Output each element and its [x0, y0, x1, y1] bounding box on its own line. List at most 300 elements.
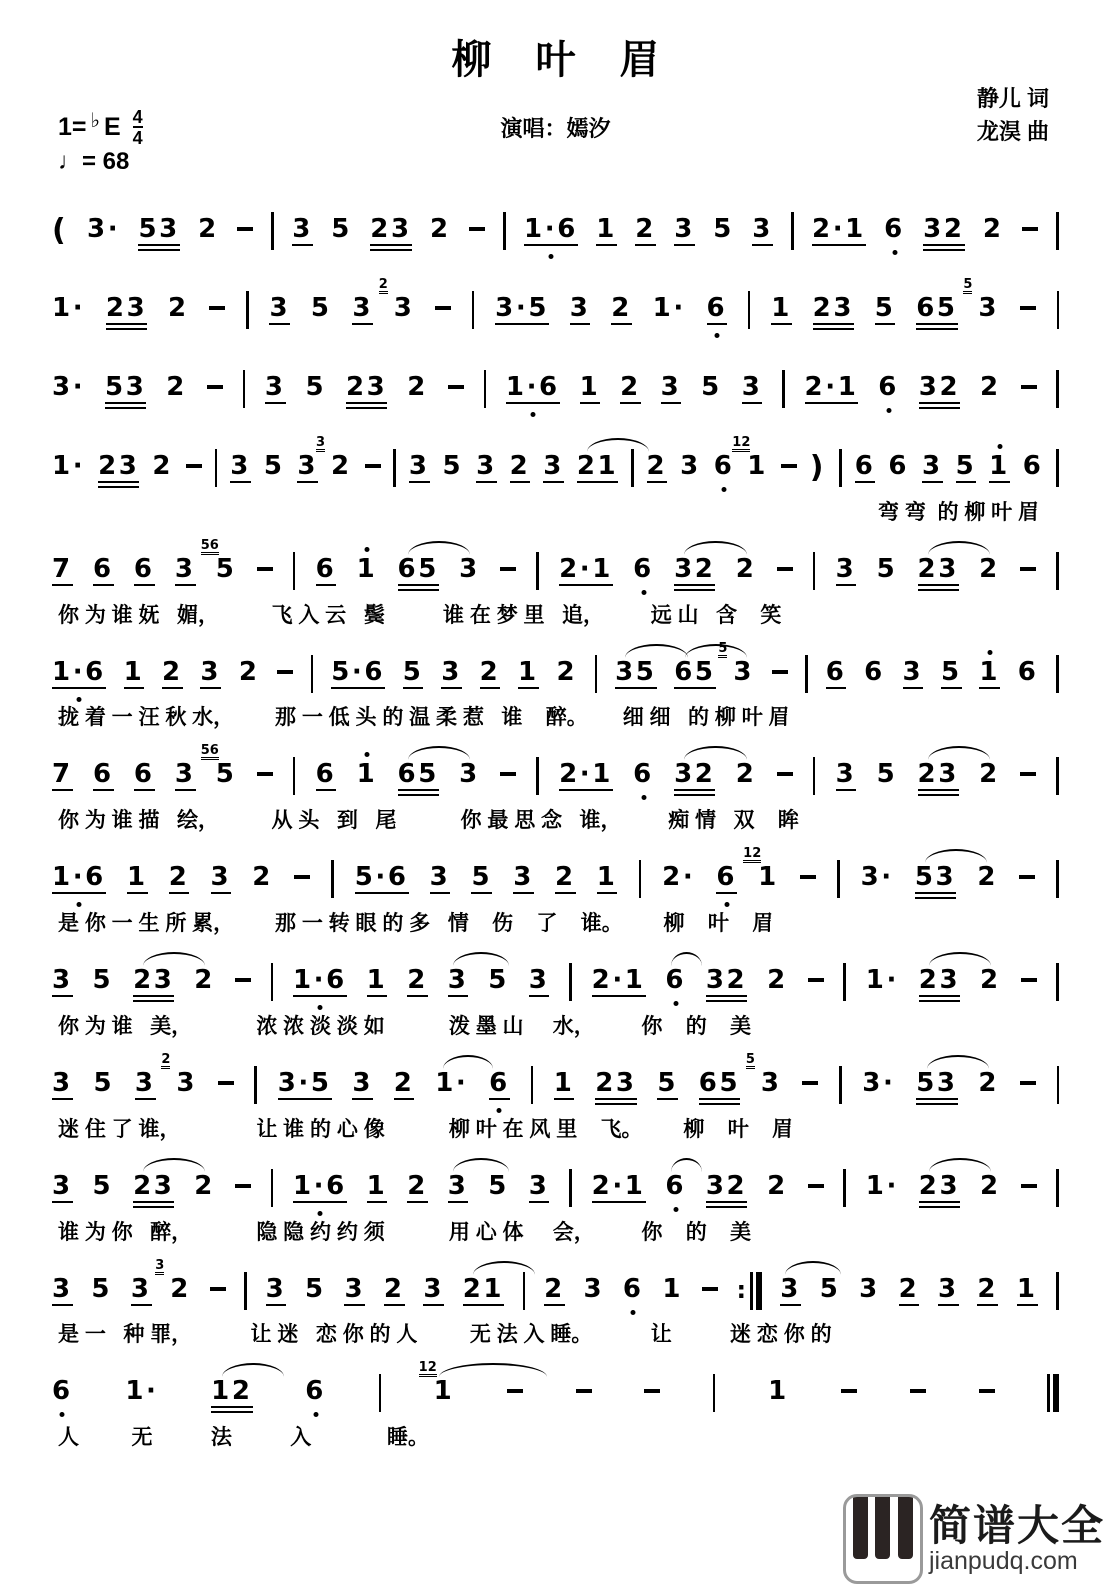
barline: [523, 1276, 526, 1310]
note-token: 5: [874, 293, 896, 323]
barline: [1056, 1173, 1059, 1207]
slur-arc: [684, 541, 746, 555]
high-octave-dot: [997, 444, 1002, 449]
high-octave-dot: [364, 547, 369, 552]
note-token: 1: [579, 372, 601, 402]
dash-rest: [808, 978, 824, 982]
system: [46, 536, 1065, 629]
grace-note: 2: [161, 1052, 171, 1067]
dash-rest: [772, 670, 788, 674]
note-token: 53: [915, 864, 956, 899]
note-token: 2: [544, 1274, 565, 1304]
barline: [271, 216, 274, 250]
barline: [293, 556, 296, 590]
system: [46, 433, 1065, 526]
system: [46, 947, 1065, 1040]
note-token: 2: [194, 965, 215, 995]
dash-rest: [237, 227, 253, 231]
note-token: 23: [133, 967, 174, 1002]
dash-rest: [1022, 227, 1038, 231]
note-token: 3: [835, 554, 857, 584]
note-token: 1 12: [434, 1378, 455, 1404]
dash-rest: [500, 772, 516, 776]
low-octave-dot: [313, 1412, 318, 1417]
grace-note: 3: [316, 435, 326, 450]
barline: [1056, 453, 1059, 487]
note-token: 2: [198, 214, 219, 244]
note-token: 2: [982, 214, 1004, 244]
slur-arc: [453, 1158, 509, 1172]
dash-rest: [808, 1184, 824, 1188]
lyricist-credit: 静儿 词: [976, 86, 1049, 111]
low-octave-dot: [641, 795, 646, 800]
note-token: 3: [52, 1068, 73, 1098]
piano-keys-icon: [843, 1494, 923, 1584]
slur-arc: [929, 952, 991, 966]
note-token: 5: [471, 862, 493, 892]
low-octave-dot: [60, 1412, 65, 1417]
note-token: 23: [98, 453, 139, 488]
barline: [569, 967, 572, 1001]
note-token: 1: [989, 453, 1010, 483]
grace-note: 56: [200, 538, 219, 553]
music-line: [46, 1050, 1065, 1119]
barline: [782, 374, 785, 408]
page-title: 柳叶眉: [451, 38, 704, 82]
note-token: 5: [876, 554, 898, 584]
note-token: 35: [615, 659, 656, 689]
low-octave-dot: [317, 1211, 322, 1216]
barline: [569, 1173, 572, 1207]
barline: [843, 967, 846, 1001]
note-token: 3: [230, 451, 251, 481]
low-octave-dot: [497, 1108, 502, 1113]
system: [46, 639, 1065, 731]
note-token: 3 5: [963, 277, 1000, 323]
barline: [503, 216, 506, 250]
lyric-line: 是 一 种 罪， 让 迷 恋 你 的 人 无 法 入 睡。 让 迷 恋 你 的: [58, 1323, 832, 1346]
note-token: 53: [138, 216, 179, 251]
note-token: 2: [898, 1274, 920, 1304]
note-token: 6: [825, 657, 847, 687]
note-token: 2·1: [559, 554, 613, 584]
dash-rest: [500, 567, 516, 571]
music-line: [46, 275, 1065, 344]
note-token: 1: [768, 1376, 789, 1406]
note-token: 3: [352, 1068, 374, 1098]
tempo-value: = 68: [82, 148, 130, 175]
barline: [1057, 295, 1060, 329]
music-line: [46, 844, 1065, 913]
note-token: 2: [194, 1171, 215, 1201]
note-token: 3: [52, 1171, 73, 1201]
note-token: 23: [813, 295, 854, 330]
low-octave-dot: [892, 250, 897, 255]
system: [46, 1050, 1065, 1143]
note-token: 21: [577, 453, 618, 483]
note-token: 1: [357, 761, 378, 787]
slur-arc: [625, 644, 687, 658]
grace-note: 12: [743, 846, 762, 861]
low-octave-dot: [317, 1005, 322, 1010]
music-line: [46, 354, 1065, 423]
note-token: 3: [583, 1274, 605, 1304]
slur-arc: [408, 746, 470, 760]
note-token: 3: [174, 554, 196, 584]
slur-arc: [671, 952, 702, 966]
music-line: [46, 1153, 1065, 1222]
note-token: 1: [366, 965, 388, 995]
note-token: 3·5: [495, 293, 550, 323]
site-logo[interactable]: [843, 1494, 1105, 1584]
slur-arc: [587, 438, 649, 452]
high-octave-dot: [364, 752, 369, 757]
barline: [311, 659, 314, 693]
note-token: 6: [305, 1378, 326, 1404]
dash-rest: [781, 464, 797, 468]
note-token: 6: [92, 554, 114, 584]
lyric-line: 你 为 谁 美， 浓 浓 淡 淡 如 泼 墨 山 水， 你 的 美: [58, 1015, 752, 1038]
final-barline: [1047, 1378, 1059, 1412]
slur-arc: [927, 1055, 989, 1069]
paren: ): [809, 450, 827, 485]
note-token: 65: [398, 761, 439, 796]
slur-arc: [408, 541, 470, 555]
music-line: [46, 433, 1065, 502]
note-token: 23: [919, 1173, 960, 1208]
barline: [1057, 1070, 1060, 1104]
dash-rest: [209, 306, 225, 310]
dash-rest: [1020, 306, 1036, 310]
dash-rest: [702, 1287, 718, 1291]
note-token: 1·6: [506, 374, 560, 404]
system: [46, 844, 1065, 937]
note-token: 2: [979, 965, 1001, 995]
dash-rest: [235, 1184, 251, 1188]
barline: [271, 967, 274, 1001]
note-token: 3: [835, 759, 857, 789]
note-token: 5: [701, 372, 722, 402]
note-token: 5: [263, 451, 285, 481]
flat-icon: ♭: [90, 110, 100, 132]
note-token: 7: [52, 554, 73, 584]
note-token: 32: [923, 216, 964, 251]
note-token: 3: [265, 1274, 287, 1304]
note-token: 3: [448, 967, 469, 997]
note-token: 23: [346, 374, 387, 409]
low-octave-dot: [548, 254, 553, 259]
grace-note: 5: [718, 641, 728, 656]
note-token: 3: [297, 451, 319, 481]
dash-rest: [469, 227, 485, 231]
note-token: 5: [305, 372, 327, 402]
note-token: 3: [441, 657, 462, 687]
barline: [813, 556, 816, 590]
note-token: 2: [735, 759, 757, 789]
note-token: 6: [864, 657, 885, 687]
music-line: [46, 947, 1065, 1016]
note-token: 3: [200, 657, 222, 687]
lyric-line: 你 为 谁 妩 媚， 飞 入 云 鬓 谁 在 梦 里 追， 远 山 含 笑: [58, 604, 782, 627]
note-token: 2·1: [812, 214, 866, 244]
note-token: 1: [979, 659, 1000, 689]
note-token: 3 2: [378, 277, 415, 323]
grace-note: 3: [155, 1258, 165, 1273]
barline: [1056, 659, 1059, 693]
note-token: 6: [1017, 657, 1039, 687]
note-token: 1: [126, 862, 148, 892]
lyric-line: 弯 弯 的 柳 叶 眉: [877, 501, 1039, 524]
note-token: 2: [767, 1171, 788, 1201]
dash-rest: [294, 875, 310, 879]
barline: [839, 1070, 842, 1104]
note-token: 3: [448, 1173, 469, 1203]
note-token: 3·5: [277, 1068, 332, 1098]
music-line: [46, 1256, 1065, 1324]
note-token: 2: [556, 657, 578, 687]
note-token: 3: [429, 862, 451, 892]
note-token: 2: [407, 372, 428, 402]
note-token: 2: [479, 657, 501, 687]
note-token: 1·6: [524, 216, 578, 246]
barline: [1056, 967, 1059, 1001]
barline: [1056, 864, 1059, 898]
music-line: [46, 196, 1065, 265]
grace-note: 5: [745, 1052, 755, 1067]
note-token: 1 12: [732, 435, 768, 481]
dash-rest: [507, 1389, 523, 1393]
note-token: 6: [133, 759, 155, 789]
note-token: 6: [633, 556, 654, 582]
dash-rest: [979, 1389, 995, 1393]
note-token: 2: [407, 1171, 428, 1201]
dash-rest: [365, 464, 381, 468]
dash-rest: [777, 772, 793, 776]
grace-note: 2: [378, 277, 388, 292]
slur-arc: [443, 1055, 493, 1069]
note-token: 1: [771, 293, 792, 323]
dash-rest: [576, 1389, 592, 1393]
note-token: 2·: [662, 862, 696, 892]
note-token: 23: [370, 216, 411, 251]
note-token: 5: [331, 214, 352, 244]
note-token: 5 56: [200, 538, 237, 584]
note-token: 32: [674, 556, 715, 591]
low-octave-dot: [631, 1310, 636, 1315]
lyric-line: 迷 住 了 谁， 让 谁 的 心 像 柳 叶 在 风 里 飞。 柳 叶 眉: [58, 1118, 794, 1141]
note-token: 2: [162, 657, 183, 687]
note-token: 1·: [52, 293, 86, 323]
note-token: 5: [91, 1274, 113, 1304]
brand-name: 简谱大全: [928, 1501, 1105, 1549]
barline: [271, 1173, 274, 1207]
note-token: 2: [555, 862, 576, 892]
brand-url: jianpudq.com: [928, 1546, 1078, 1575]
note-token: 5: [876, 759, 898, 789]
note-token: 1·: [865, 1171, 899, 1201]
barline: [484, 374, 487, 408]
system: [46, 354, 1065, 423]
note-token: 6: [315, 554, 337, 584]
note-token: 2: [611, 293, 632, 323]
dash-rest: [277, 670, 293, 674]
note-token: 1·6: [52, 659, 106, 689]
key-signature: [58, 108, 143, 147]
note-token: 6: [133, 554, 155, 584]
lyric-line: 谁 为 你 醉， 隐 隐 约 约 须 用 心 体 会， 你 的 美: [58, 1221, 752, 1244]
note-token: 3: [543, 451, 564, 481]
time-bottom: 4: [132, 128, 143, 148]
music-line: [46, 741, 1065, 810]
note-token: 6: [623, 1276, 644, 1302]
note-token: 3: [269, 293, 291, 323]
barline: [813, 761, 816, 795]
note-token: 2·1: [591, 1171, 646, 1201]
note-token: 1·6: [52, 864, 106, 894]
dash-rest: [644, 1389, 660, 1393]
barline: [639, 864, 642, 898]
note-token: 5: [402, 657, 424, 687]
note-token: 2: [979, 554, 1000, 584]
system: [46, 1358, 1065, 1451]
note-token: 2: [646, 451, 668, 481]
note-token: 3 5: [745, 1052, 782, 1098]
note-token: 5: [93, 1068, 115, 1098]
dash-rest: [800, 875, 816, 879]
note-token: 3: [134, 1068, 156, 1098]
slur-arc: [671, 1158, 702, 1172]
note-token: 5: [657, 1068, 679, 1098]
note-token: 6: [315, 759, 337, 789]
note-token: 3: [52, 1274, 73, 1304]
note-token: 2: [168, 862, 190, 892]
note-token: 2: [979, 1171, 1001, 1201]
note-token: 1·: [865, 965, 899, 995]
note-token: 5: [310, 293, 332, 323]
barline: [379, 1378, 382, 1412]
dash-rest: [186, 464, 202, 468]
low-octave-dot: [530, 412, 535, 417]
barline: [293, 761, 296, 795]
dash-rest: [235, 978, 251, 982]
dash-rest: [777, 567, 793, 571]
note-token: 3 2: [161, 1052, 198, 1098]
barline: [472, 295, 475, 329]
barline: [837, 864, 840, 898]
low-octave-dot: [641, 590, 646, 595]
note-token: 2: [252, 862, 273, 892]
note-token: 3: [52, 965, 73, 995]
note-token: 5: [819, 1274, 841, 1304]
system: [46, 196, 1065, 265]
note-token: 3: [752, 214, 773, 244]
barline: [748, 295, 751, 329]
note-token: 3: [210, 862, 232, 892]
note-token: 32: [919, 374, 960, 409]
low-octave-dot: [722, 487, 727, 492]
paren: (: [52, 213, 69, 248]
note-token: 1·: [52, 451, 86, 481]
note-token: 1·: [435, 1070, 468, 1096]
score: [46, 196, 1065, 1461]
low-octave-dot: [673, 1207, 678, 1212]
note-token: 3: [459, 759, 480, 789]
barline: [331, 864, 334, 898]
dash-rest: [1020, 567, 1036, 571]
note-token: 65: [674, 659, 715, 689]
slur-arc: [928, 746, 990, 760]
dash-rest: [1021, 1184, 1037, 1188]
note-token: 6: [884, 216, 905, 242]
note-token: 2: [393, 1068, 415, 1098]
note-token: 1: [366, 1171, 388, 1201]
barline: [536, 556, 539, 590]
dash-rest: [210, 1287, 226, 1291]
note-token: 6: [665, 967, 686, 993]
dash-rest: [435, 306, 451, 310]
note-token: 2: [620, 372, 641, 402]
note-token: 2: [977, 1274, 999, 1304]
slur-arc: [439, 1363, 547, 1377]
slur-arc: [684, 746, 746, 760]
note-token: 2: [979, 372, 1001, 402]
barline: [215, 453, 218, 487]
note-token: 6: [707, 295, 728, 325]
note-token: 3: [528, 1171, 550, 1201]
barline: [531, 1070, 534, 1104]
note-token: 7: [52, 759, 73, 789]
note-token: 3·: [862, 1068, 896, 1098]
barline: [839, 453, 842, 487]
dash-rest: [910, 1389, 926, 1393]
performer-line: 演唱：嫣汐: [500, 116, 611, 141]
note-token: 5·6: [354, 862, 409, 892]
slur-arc: [222, 1363, 284, 1377]
note-token: 2 3: [155, 1258, 191, 1304]
note-token: 1·: [125, 1376, 159, 1406]
dash-rest: [1021, 978, 1037, 982]
note-token: 3: [902, 657, 924, 687]
high-octave-dot: [987, 650, 992, 655]
note-token: 2·1: [804, 372, 859, 402]
barline: [1056, 374, 1059, 408]
note-token: 3: [459, 554, 480, 584]
note-token: 2: [429, 214, 451, 244]
tempo-marking: [58, 148, 129, 176]
note-token: 3: [423, 1274, 445, 1304]
note-token: 1: [518, 657, 539, 687]
barline: [843, 1173, 846, 1207]
note-token: 3: [674, 214, 695, 244]
note-token: 3·: [52, 372, 86, 402]
note-token: 3: [569, 293, 591, 323]
low-octave-dot: [76, 697, 81, 702]
note-token: 2: [978, 1068, 1000, 1098]
note-token: 6: [92, 759, 114, 789]
barline: [631, 453, 634, 487]
note-token: 5·6: [331, 657, 386, 687]
note-token: 23: [106, 295, 147, 330]
note-token: 2·1: [559, 759, 613, 789]
note-token: 3: [528, 965, 550, 995]
note-token: 2·1: [591, 965, 646, 995]
barline: [393, 453, 396, 487]
note-token: 32: [674, 761, 715, 796]
note-token: 32: [706, 967, 747, 1002]
note-token: 2: [977, 862, 999, 892]
low-octave-dot: [886, 408, 891, 413]
note-token: 23: [133, 1173, 174, 1208]
